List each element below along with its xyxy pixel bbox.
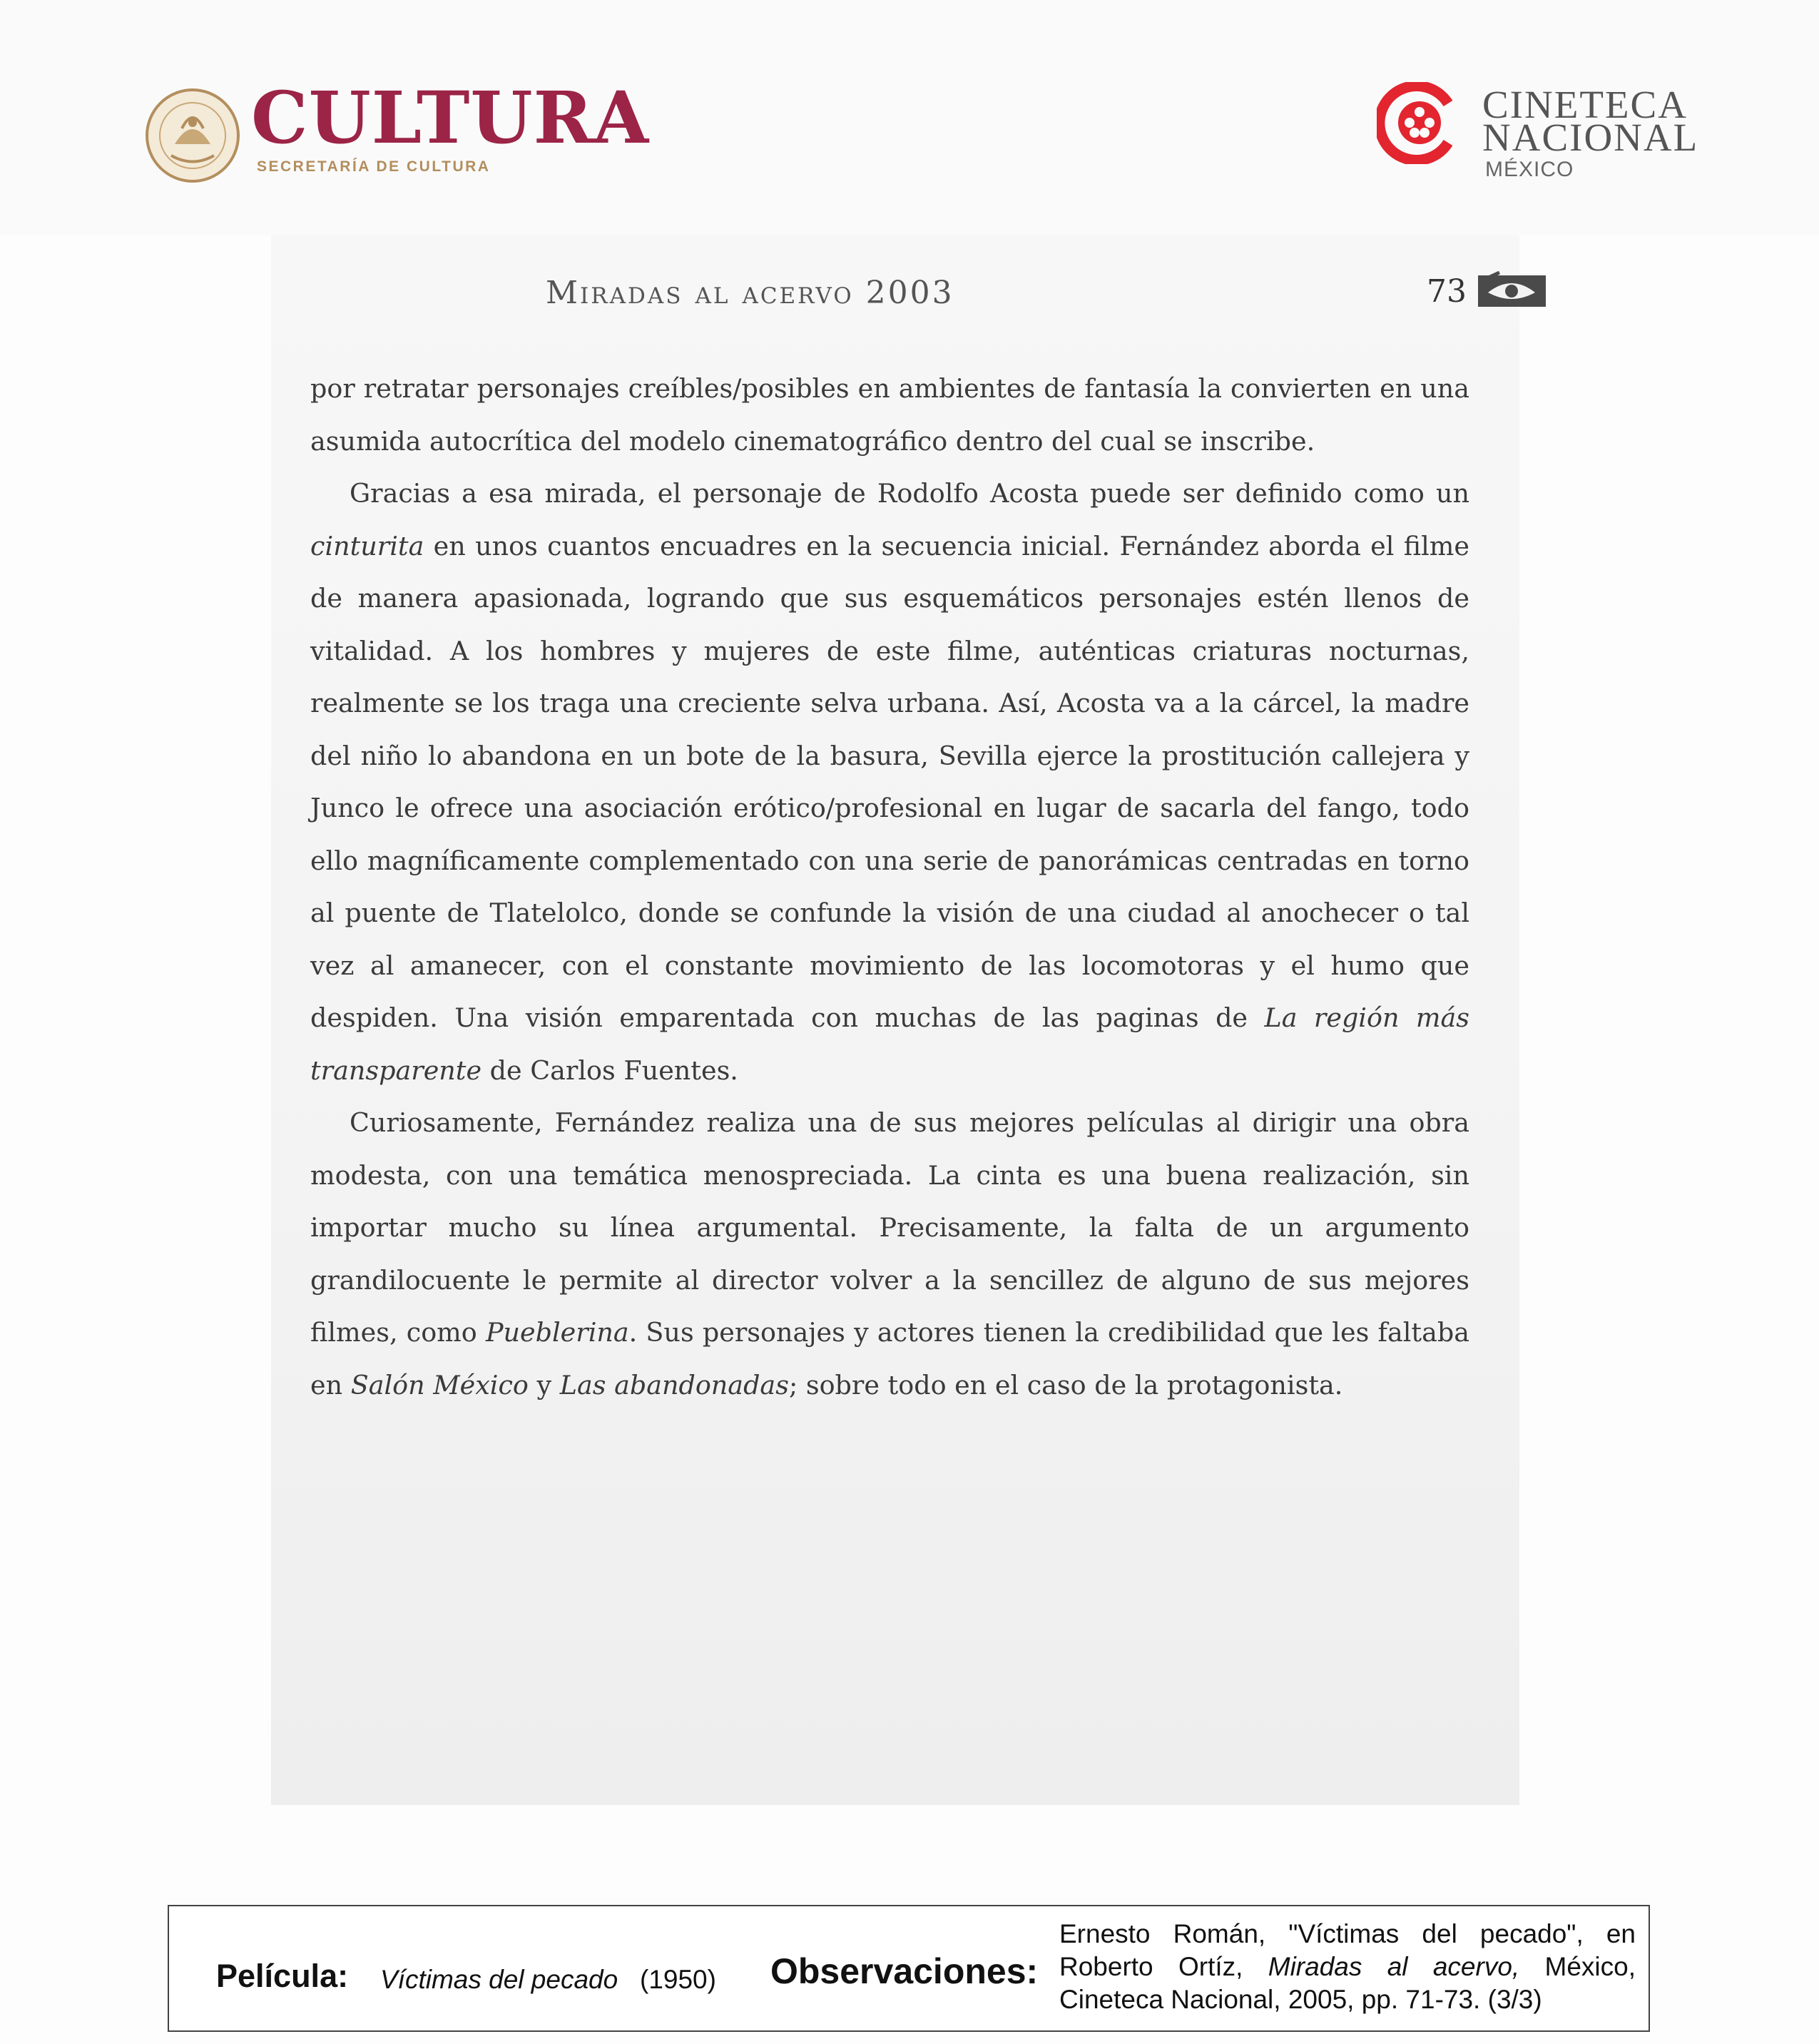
cultura-subtitle: SECRETARÍA DE CULTURA — [257, 158, 491, 175]
film-title: Víctimas del pecado — [380, 1965, 618, 1994]
text-run: y — [528, 1369, 560, 1400]
cultura-logo — [143, 76, 650, 193]
italic-title: Pueblerina — [485, 1317, 629, 1348]
text-run: por retratar personajes creíbles/posibles en ambientes de fantasía la convierten en una asumida autocrítica del modelo cinematográfico dentro del cual se inscribe. — [310, 373, 1469, 457]
text-run: Curiosamente, Fernández realiza una de sus mejores películas al dirigir una obra modesta, con una temática menospreciada. La cinta es una buena realización, sin importar mucho su línea argumental. Precisamente, la falta de un argumento grandilocuente le permite al director volver a la sencillez de alguno de sus mejores filmes, como — [310, 1107, 1469, 1348]
text-run: . Sus personajes y actores tienen la credibilidad que les faltaba en — [310, 1317, 1469, 1400]
text-run: Ernesto Román, "Víctimas del pecado", en Roberto Ortíz, — [1059, 1919, 1636, 1981]
cineteca-line-3: MÉXICO — [1485, 158, 1574, 181]
body-paragraph — [310, 362, 1469, 467]
text-run: México, Cineteca Nacional, 2005, pp. 71-73. (3/3) — [1059, 1952, 1636, 2014]
cineteca-line-1: CINETECA — [1482, 83, 1688, 126]
text-run: ; sobre todo en el caso de la protagonista. — [788, 1369, 1343, 1400]
running-head: Miradas al acervo 2003 — [546, 275, 954, 311]
cineteca-line-2: NACIONAL — [1482, 116, 1699, 159]
italic-title: cinturita — [310, 530, 424, 561]
body-paragraph — [310, 467, 1469, 1097]
eye-icon — [1478, 271, 1546, 308]
cultura-wordmark: CULTURA — [251, 76, 650, 160]
page-number: 73 — [1427, 273, 1467, 310]
page-header — [0, 0, 1819, 235]
cineteca-logo — [1377, 82, 1699, 182]
italic-title: La región más transparente — [310, 1002, 1469, 1086]
film-reel-icon — [1377, 82, 1459, 164]
italic-title: Miradas al acervo, — [1268, 1952, 1520, 1981]
text-run: Gracias a esa mirada, el personaje de Rodolfo Acosta puede ser definido como un — [350, 478, 1469, 509]
mexican-seal-icon — [143, 86, 243, 185]
observations-text — [1059, 1918, 1636, 2016]
film-label: Película: — [216, 1958, 349, 1994]
italic-title: Salón México — [350, 1369, 529, 1400]
footer-info-box — [168, 1905, 1650, 2032]
film-year: (1950) — [640, 1965, 716, 1994]
observations-label: Observaciones: — [770, 1951, 1039, 1991]
body-paragraph — [310, 1097, 1469, 1411]
text-run: de Carlos Fuentes. — [482, 1054, 738, 1086]
body-text — [310, 362, 1469, 1411]
text-run: en unos cuantos encuadres en la secuencia inicial. Fernández aborda el filme de manera apasionada, logrando que sus esquemáticos personajes estén llenos de vitalidad. A los hombres y mujeres de este filme, auténticas criaturas nocturnas, realmente se los traga una creciente selva urbana. Así, Acosta va a la cárcel, la madre del niño lo abandona en un bote de la basura, Sevilla ejerce la prostitución callejera y Junco le ofrece una asociación erótico/profesional en lugar de sacarla del fango, todo ello magníficamente complementado con una serie de panorámicas centradas en torno al puente de Tlatelolco, donde se confunde la visión de una ciudad al anochecer o tal vez al amanecer, con el constante movimiento de las locomotoras y el humo que despiden. Una visión emparentada con muchas de las paginas de — [310, 530, 1469, 1033]
italic-title: Las abandonadas — [559, 1369, 789, 1400]
